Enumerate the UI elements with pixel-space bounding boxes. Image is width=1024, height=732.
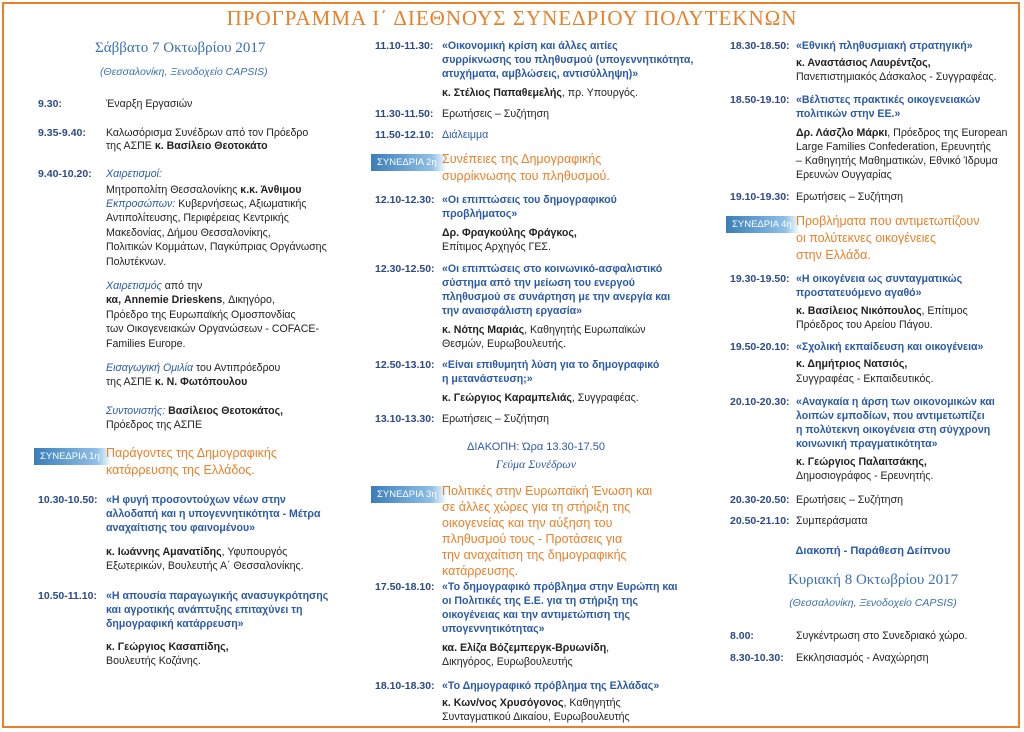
- speaker: κ. Κων/νος Χρυσόγονος: [442, 697, 564, 709]
- talk-title: «Η απουσία παραγωγικής ανασυγκρότησης: [106, 590, 329, 602]
- speaker: κ. Αναστάσιος Λαυρέντζος,: [796, 57, 931, 69]
- talk-title: και αγροτικής ανάπτυξης επιταχύνει τη: [106, 604, 303, 616]
- talk-title: «Το δημογραφικό πρόβλημα στην Ευρώπη και: [442, 581, 678, 593]
- text: του Αντιπρόεδρου: [193, 362, 281, 374]
- talk-title: «Η φυγή προσοντούχων νέων στην: [106, 494, 286, 506]
- talk-title: σύστημα από την μείωση του ενεργού: [442, 277, 635, 289]
- speaker: Δρ. Φραγκούλης Φράγκος,: [442, 227, 577, 239]
- talk-title: «Βέλτιστες πρακτικές οικογενειακών: [796, 94, 981, 106]
- session-badge: ΣΥΝΕΔΡΙΑ 1η: [34, 448, 112, 465]
- time: 9.35-9.40:: [38, 127, 86, 139]
- text: , πρ. Υπουργός.: [561, 87, 638, 99]
- time: 19.50-20.10:: [730, 341, 790, 353]
- talk-title: οικογένειας και την αντιμετώπιση της: [442, 609, 631, 621]
- speaker: Βασίλειος Θεοτοκάτος,: [168, 405, 284, 417]
- dinner-break: Διακοπή - Παράθεση Δείπνου: [795, 545, 951, 557]
- item-text: Επίτιμος Αρχηγός ΓΕΣ.: [442, 241, 551, 253]
- talk-title: «Αναγκαία η άρση των οικονομικών και: [796, 396, 995, 408]
- text: , Καθηγητής: [563, 697, 621, 709]
- talk-title: αλλοδαπή και η υπογεννητικότητα - Μέτρα: [106, 508, 321, 520]
- talk-title: «Οι επιπτώσεις του δημογραφικού: [442, 194, 617, 206]
- talk-title: συρρίκνωσης του πληθυσμού (υπογεννητικότητα,: [442, 54, 694, 66]
- session-title: οικογενείας και την αύξηση του: [442, 516, 613, 530]
- text: Κυβερνήσεως, Αξιωματικής: [175, 198, 307, 210]
- time: 12.10-12.30:: [375, 194, 435, 206]
- speaker: κ. Στέλιος Παπαθεμελής: [442, 87, 562, 99]
- time: 18.10-18.30:: [375, 680, 435, 692]
- time: 11.10-11.30:: [375, 40, 434, 52]
- item-text: Ερωτήσεις – Συζήτηση: [442, 108, 550, 120]
- speaker: κ. Γεώργιος Κασαπίδης,: [106, 641, 229, 653]
- label: Εισαγωγική Ομιλία: [106, 362, 193, 374]
- speaker: κ. Γεώργιος Καραμπελιάς: [442, 392, 572, 404]
- item-text: Ερωτήσεις – Συζήτηση: [796, 191, 904, 203]
- session-title: κατάρρευσης.: [442, 564, 519, 578]
- item-text: [442, 87, 638, 99]
- break-subheading: Γεύμα Συνέδρων: [495, 457, 577, 471]
- item-text: [106, 294, 275, 306]
- day-heading: Σάββατο 7 Οκτωβρίου 2017: [95, 40, 266, 56]
- item-text: Πρόεδρος του Αρείου Πάγου.: [796, 319, 933, 331]
- item-text: Ερωτήσεις – Συζήτηση: [796, 494, 904, 506]
- speaker: κ. Βασίλειο Θεοτοκάτο: [154, 140, 268, 152]
- talk-title: «Οικονομική κρίση και άλλες αιτίες: [442, 40, 618, 52]
- talk-title: η μετανάστευση;»: [442, 373, 533, 385]
- text: , Δικηγόρο,: [222, 294, 275, 306]
- text: ,: [606, 642, 610, 654]
- session-title: Παράγοντες της Δημογραφικής: [106, 446, 277, 460]
- speaker: κ. Ιωάννης Αμανατίδης: [106, 546, 222, 558]
- talk-title: πληθυσμού σε συνάρτηση με την ανεργία και: [442, 291, 671, 303]
- time: 12.30-12.50:: [375, 263, 435, 275]
- item-text: Θεσμών, Ευρωβουλευτής.: [442, 338, 566, 350]
- text: , Υφυπουργός: [221, 546, 288, 558]
- time: 18.50-19.10:: [730, 94, 790, 106]
- talk-title: πολιτικών στην ΕΕ.»: [796, 108, 901, 120]
- talk-title: την αναισφάλιστη εργασία»: [442, 305, 583, 317]
- item-text: [106, 362, 280, 374]
- text: , Επίτιμος: [921, 305, 968, 317]
- session-title: κατάρρευσης της Ελλάδος.: [106, 463, 255, 477]
- item-text: [106, 405, 283, 417]
- speaker: κ. Ν. Φωτόπουλου: [154, 376, 248, 388]
- talk-title: λοιπών εμποδίων, που αντιμετωπίζει: [796, 410, 985, 422]
- item-text: [106, 546, 287, 558]
- time: 19.10-19.30:: [730, 191, 790, 203]
- item-text: Συγγραφέας - Εκπαιδευτικός.: [796, 373, 934, 385]
- item-text: Βουλευτής Κοζάνης.: [106, 655, 201, 667]
- venue: (Θεσσαλονίκη, Ξενοδοχείο CAPSIS): [789, 597, 957, 609]
- talk-title: οι Πολιτικές της Ε.Ε. για τη στήριξη της: [442, 595, 638, 607]
- item-text: Διάλειμμα: [442, 129, 489, 141]
- session-badge: ΣΥΝΕΔΡΙΑ 4η: [726, 216, 800, 233]
- speaker: Δρ. Λάσζλο Μάρκι: [796, 127, 888, 139]
- time: 10.50-11.10:: [38, 590, 97, 602]
- time: 20.50-21.10:: [730, 515, 790, 527]
- item-text: Συμπεράσματα: [796, 515, 868, 527]
- text: της ΑΣΠΕ: [106, 140, 155, 152]
- talk-title: «Οι επιπτώσεις στο κοινωνικό-ασφαλιστικό: [442, 263, 663, 275]
- session-title: την αναχαίτιση της δημογραφικής: [442, 548, 627, 562]
- session-title: οι πολύτεκνες οικογένειες: [796, 231, 937, 245]
- talk-title: αναχαίτισης του φαινομένου»: [106, 522, 256, 534]
- item-text: [106, 198, 307, 210]
- venue: (Θεσσαλονίκη, Ξενοδοχείο CAPSIS): [100, 66, 268, 78]
- item-text: Families Europe.: [106, 338, 186, 350]
- speaker: κ. Βασίλειος Νικόπουλος: [796, 305, 922, 317]
- item-text: [442, 392, 639, 404]
- talk-title: δημογραφική κατάρρευση»: [106, 618, 244, 630]
- time: 19.30-19.50:: [730, 273, 790, 285]
- label: Συντονιστής:: [106, 405, 169, 417]
- text: Μητροπολίτη Θεσσαλονίκης: [106, 184, 241, 196]
- speaker: κ. Δημήτριος Νατσιός,: [796, 358, 908, 370]
- item-text: [442, 642, 609, 654]
- talk-title: η πολύτεκνη οικογένεια στη σύγχρονη: [796, 424, 991, 436]
- time: 11.30-11.50:: [375, 108, 434, 120]
- talk-title: «Το Δημογραφικό πρόβλημα της Ελλάδας»: [442, 680, 660, 692]
- speaker: κα, Annemie Drieskens: [106, 294, 223, 306]
- time: 9.30:: [38, 98, 62, 110]
- item-text: [796, 127, 1007, 139]
- break-heading: ΔΙΑΚΟΠΗ: Ώρα 13.30-17.50: [467, 441, 605, 453]
- time: 9.40-10.20:: [38, 168, 92, 180]
- talk-title: προβλήματος»: [442, 208, 518, 220]
- item-text: Πολυτέκνων.: [106, 256, 167, 268]
- time: 12.50-13.10:: [375, 359, 435, 371]
- time: 8.00:: [730, 630, 754, 642]
- talk-title: «Είναι επιθυμητή λύση για το δημογραφικό: [442, 359, 660, 371]
- session-title: Προβλήματα που αντιμετωπίζουν: [796, 214, 980, 228]
- time: 17.50-18.10:: [375, 581, 435, 593]
- item-text: Εξωτερικών, Βουλευτής Α΄ Θεσσαλονίκης.: [106, 560, 304, 572]
- item-text: των Οικογενειακών Οργανώσεων - COFACE-: [106, 323, 319, 335]
- item-text: Αντιπολίτευσης, Περιφέρειας Κεντρικής: [106, 212, 289, 224]
- day-heading: Κυριακή 8 Οκτωβρίου 2017: [787, 572, 959, 588]
- talk-title: «Σχολική εκπαίδευση και οικογένεια»: [796, 341, 984, 353]
- text: , Συγγραφέας.: [571, 392, 639, 404]
- item-text: Εκκλησιασμός - Αναχώρηση: [796, 652, 929, 664]
- speaker: κ. Γεώργιος Παλαιτσάκης,: [796, 456, 927, 468]
- page-title: ΠΡΟΓΡΑΜΜΑ Ι΄ ΔΙΕΘΝΟΥΣ ΣΥΝΕΔΡΙΟΥ ΠΟΛΥΤΕΚΝΩΝ: [226, 6, 798, 30]
- item-text: Ερευνών Ουγγαρίας: [796, 169, 892, 181]
- time: 11.50-12.10:: [375, 129, 434, 141]
- session-badge: ΣΥΝΕΔΡΙΑ 3η: [371, 486, 447, 503]
- talk-title: κοινωνική πραγματικότητα»: [796, 438, 938, 450]
- item-text: – Καθηγητής Μαθηματικών, Εθνικό Ίδρυμα: [796, 155, 998, 167]
- item-text: [106, 280, 202, 292]
- speaker: κ. Νότης Μαριάς: [442, 324, 525, 336]
- item-text: Large Families Confederation, Ερευνητής: [796, 141, 991, 153]
- session-title: πληθυσμού τους - Προτάσεις για: [442, 532, 623, 546]
- talk-title: ατυχήματα, αμβλώσεις, αντισύλληψη)»: [442, 68, 639, 80]
- item-text: [106, 376, 247, 388]
- session-title: σε άλλες χώρες για τη στήριξη της: [442, 500, 631, 514]
- text: , Πρόεδρος της European: [887, 127, 1008, 139]
- time: 20.10-20.30:: [730, 396, 790, 408]
- label: Χαιρετισμός: [106, 280, 162, 292]
- item-text: Συνταγματικού Δικαίου, Ευρωβουλευτής: [442, 711, 630, 723]
- session-title: συρρίκνωσης του πληθυσμού.: [442, 169, 610, 183]
- item-text: Πολιτικών Κομμάτων, Παγκύπριας Οργάνωσης: [106, 241, 327, 253]
- talk-title: «Εθνική πληθυσμιακή στρατηγική»: [796, 40, 973, 52]
- talk-title: «Η οικογένεια ως συνταγματικώς: [796, 273, 963, 285]
- label: Χαιρετισμοί:: [106, 168, 162, 180]
- talk-title: υπογεννητικότητας»: [442, 623, 545, 635]
- session-title: Συνέπειες της Δημογραφικής: [442, 152, 602, 166]
- item-text: Πρόεδρο της Ευρωπαϊκής Ομοσπονδίας: [106, 309, 296, 321]
- item-text: [796, 305, 968, 317]
- item-text: Ερωτήσεις – Συζήτηση: [442, 413, 550, 425]
- label: Εκπροσώπων:: [106, 198, 176, 210]
- text: από την: [161, 280, 203, 292]
- speaker: κ.κ. Άνθιμου: [240, 184, 302, 196]
- item-text: Έναρξη Εργασιών: [106, 98, 193, 110]
- item-text: [106, 184, 301, 196]
- item-text: Πρόεδρος της ΑΣΠΕ: [106, 419, 203, 431]
- item-text: [442, 697, 621, 709]
- text: , Καθηγητής Ευρωπαϊκών: [524, 324, 646, 336]
- time: 13.10-13.30:: [375, 413, 435, 425]
- item-text: [106, 140, 268, 152]
- time: 10.30-10.50:: [38, 494, 98, 506]
- session-title: Πολιτικές στην Ευρωπαϊκή Ένωση και: [442, 484, 653, 498]
- time: 8.30-10.30:: [730, 652, 784, 664]
- item-text: Καλωσόρισμα Συνέδρων από τον Πρόεδρο: [106, 127, 309, 139]
- item-text: Συγκέντρωση στο Συνεδριακό χώρο.: [796, 630, 968, 642]
- item-text: Πανεπιστημιακός Δάσκαλος - Συγγραφέας.: [796, 71, 997, 83]
- item-text: Δημοσιογράφος - Ερευνητής.: [796, 470, 934, 482]
- item-text: [442, 324, 646, 336]
- talk-title: προστατευόμενο αγαθό»: [796, 287, 922, 299]
- speaker: κα. Ελίζα Βόζεμπεργκ-Βρυωνίδη: [442, 642, 607, 654]
- session-badge: ΣΥΝΕΔΡΙΑ 2η: [371, 154, 447, 171]
- session-title: στην Ελλάδα.: [796, 248, 871, 262]
- item-text: Μακεδονίας, Δήμου Θεσσαλονίκης,: [106, 227, 271, 239]
- time: 18.30-18.50:: [730, 40, 790, 52]
- item-text: Δικηγόρος, Ευρωβουλευτής: [442, 656, 573, 668]
- time: 20.30-20.50:: [730, 494, 790, 506]
- text: της ΑΣΠΕ: [106, 376, 155, 388]
